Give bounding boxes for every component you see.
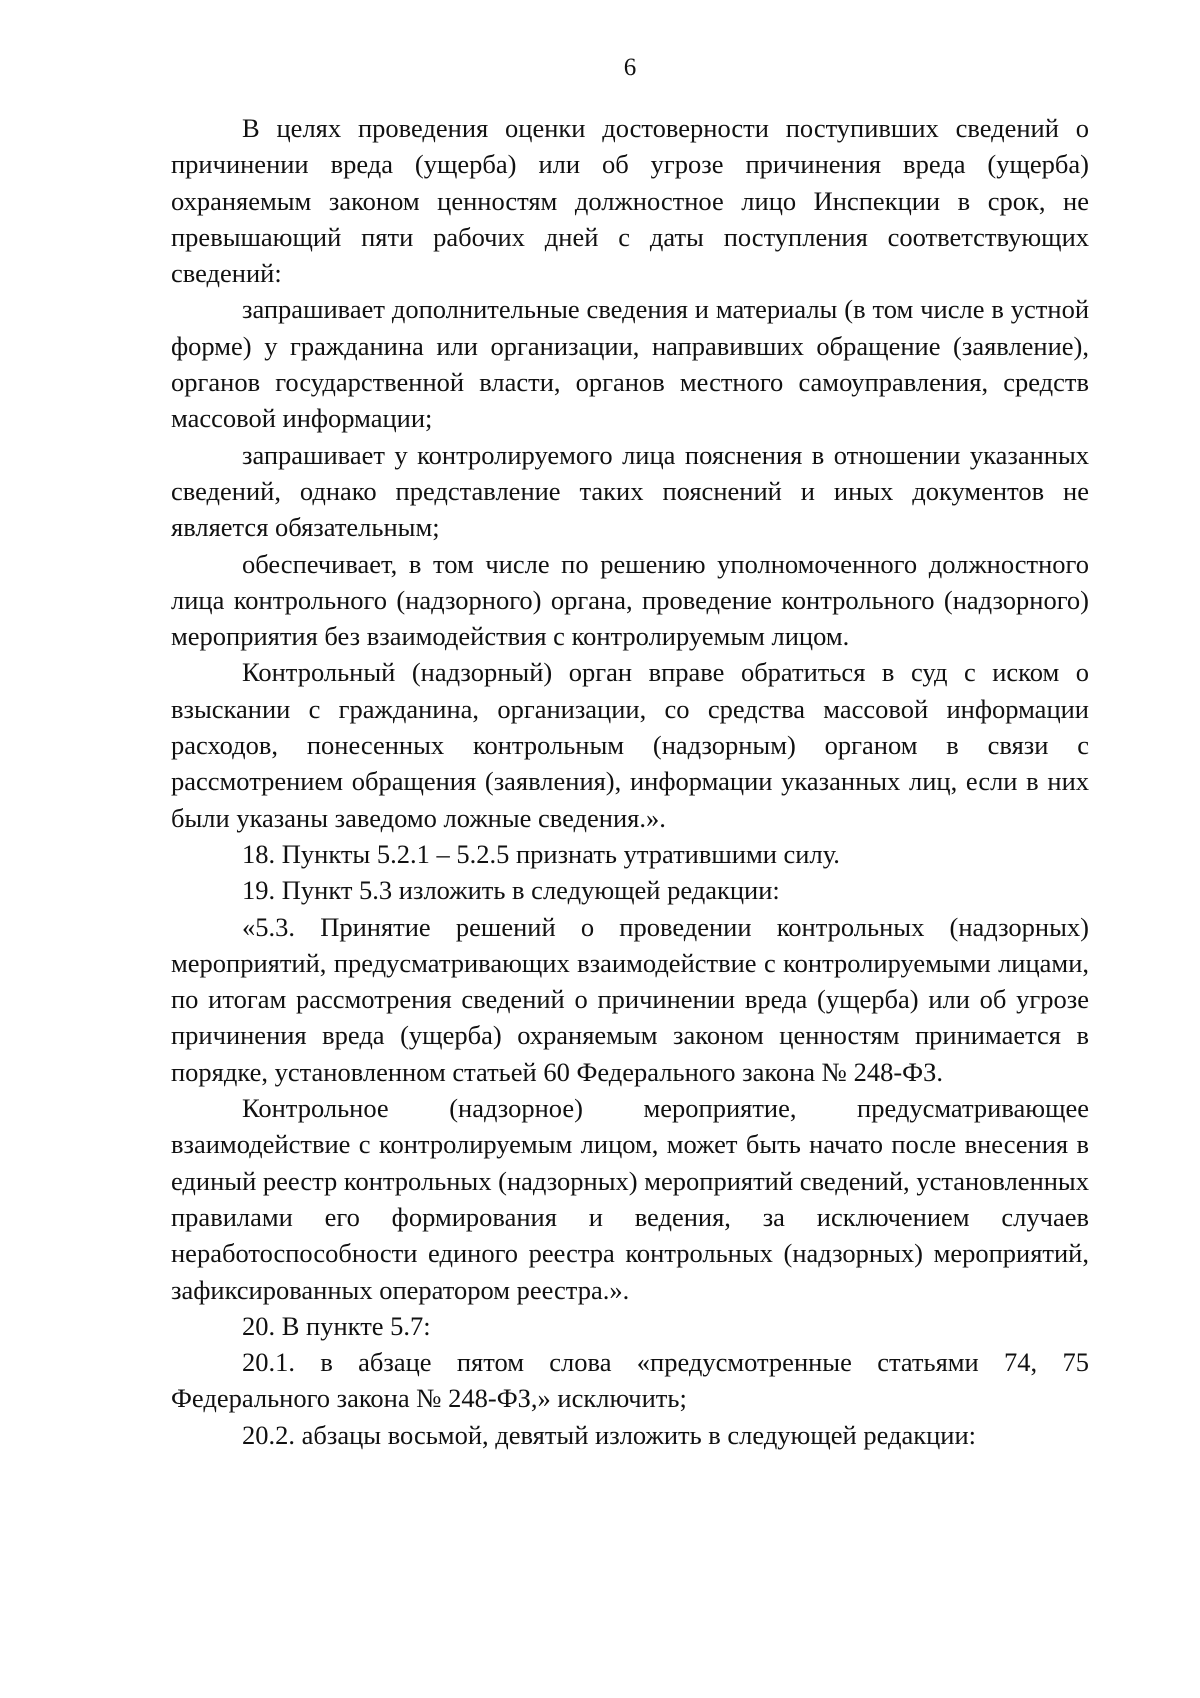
paragraph-control-event: Контрольное (надзорное) мероприятие, предусматривающее взаимодействие с контролируемым лицом, может быть начато после внесения в единый реестр контрольных (надзорных) мероприятий сведений, установленных правилами его формирования и ведения, за исключением случаев неработоспособности единого реестра контрольных (надзорных) мероприятий, зафиксированных оператором реестра.».	[171, 1093, 1089, 1305]
paragraph-item-20-1: 20.1. в абзаце пятом слова «предусмотренные статьями 74, 75 Федерального закона № 248-ФЗ,» исключить;	[171, 1347, 1089, 1414]
document-body	[171, 110, 1089, 1453]
paragraph-assessment-intro: В целях проведения оценки достоверности поступивших сведений о причинении вреда (ущерба) или об угрозе причинения вреда (ущерба) охраняемым законом ценностям должностное лицо Инспекции в срок, не превышающий пяти рабочих дней с даты поступления соответствующих сведений:	[171, 113, 1089, 289]
page-number: 6	[623, 54, 637, 81]
paragraph-item-18: 18. Пункты 5.2.1 – 5.2.5 признать утратившими силу.	[242, 838, 840, 869]
paragraph-clause-5-3: «5.3. Принятие решений о проведении контрольных (надзорных) мероприятий, предусматривающих взаимодействие с контролируемыми лицами, по итогам рассмотрения сведений о причинении вреда (ущерба) или об угрозе причинения вреда (ущерба) охраняемым законом ценностям принимается в порядке, установленном статьей 60 Федерального закона № 248-ФЗ.	[171, 911, 1089, 1087]
paragraph-request-explanations: запрашивает у контролируемого лица пояснения в отношении указанных сведений, однако представление таких пояснений и иных документов не является обязательным;	[171, 439, 1089, 543]
paragraph-ensure-event: обеспечивает, в том числе по решению уполномоченного должностного лица контрольного (надзорного) органа, проведение контрольного (надзорного) мероприятия без взаимодействия с контролируемым лицом.	[171, 548, 1089, 652]
paragraph-item-19: 19. Пункт 5.3 изложить в следующей редакции:	[242, 875, 780, 906]
paragraph-request-materials: запрашивает дополнительные сведения и материалы (в том числе в устной форме) у гражданина или организации, направивших обращение (заявление), органов государственной власти, органов местного самоуправления, средств массовой информации;	[171, 294, 1089, 434]
paragraph-court-claim: Контрольный (надзорный) орган вправе обратиться в суд с иском о взыскании с гражданина, организации, со средства массовой информации расходов, понесенных контрольным (надзорным) органом в связи с рассмотрением обращения (заявления), информации указанных лиц, если в них были указаны заведомо ложные сведения.».	[171, 657, 1089, 833]
paragraph-item-20: 20. В пункте 5.7:	[242, 1310, 431, 1341]
paragraph-item-20-2: 20.2. абзацы восьмой, девятый изложить в следующей редакции:	[242, 1419, 977, 1450]
